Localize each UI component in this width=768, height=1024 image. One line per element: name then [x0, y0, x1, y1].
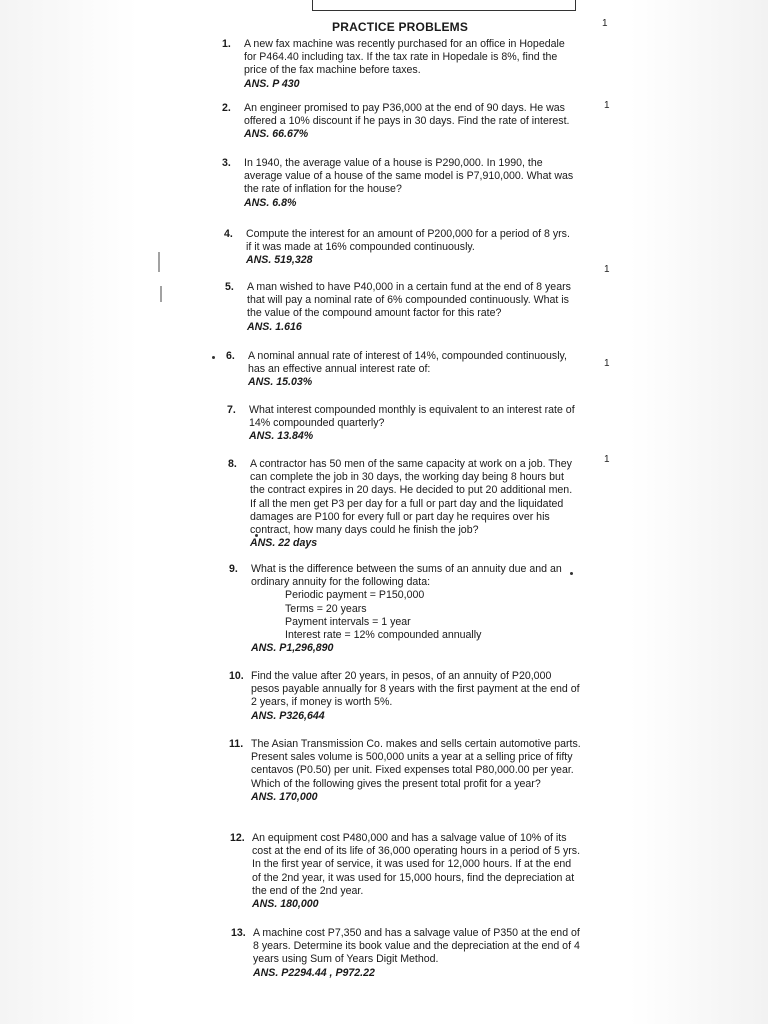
problem-question: An engineer promised to pay P36,000 at the end of 90 days. He was offered a 10% discount if he pays in 30 days. Find the rate of interest.	[244, 102, 570, 128]
data-line: Terms = 20 years	[285, 602, 367, 615]
problem-number: 8.	[228, 458, 237, 470]
problem-answer: ANS. 13.84%	[249, 430, 314, 443]
page-title: PRACTICE PROBLEMS	[332, 20, 469, 34]
problem-number: 4.	[224, 228, 233, 240]
problem-number: 6.	[226, 350, 235, 362]
problem-number: 9.	[229, 563, 238, 575]
problem-question: A new fax machine was recently purchased for an office in Hopedale for P464.40 including tax. If the tax rate in Hopedale is 8%, find the price of the fax machine before taxes.	[244, 38, 565, 77]
margin-mark: 1	[604, 358, 610, 369]
header-box-edge	[312, 0, 576, 11]
margin-mark: 1	[604, 100, 610, 111]
problem-question: What is the difference between the sums of an annuity due and an ordinary annuity for the following data:	[251, 563, 562, 589]
problem-question: An equipment cost P480,000 and has a salvage value of 10% of its cost at the end of its life of 36,000 operating hours in a period of 5 yrs. In the first year of service, it was used for 12,000 hours. If at the end of the 2nd year, it was used for 15,000 hours, find the depreciation at the end of the 2nd year.	[252, 832, 581, 897]
problem-number: 5.	[225, 281, 234, 293]
problem-answer: ANS. 15.03%	[248, 376, 313, 389]
scan-artifact-line	[158, 252, 160, 272]
problem-question: A man wished to have P40,000 in a certain fund at the end of 8 years that will pay a nominal rate of 6% compounded continuously. What is the value of the compound amount factor for this rate?	[247, 281, 571, 320]
problem-answer: ANS. 66.67%	[244, 128, 309, 141]
problem-answer: ANS. 170,000	[251, 790, 318, 803]
problem-answer: ANS. 180,000	[252, 898, 319, 911]
scan-artifact-dot	[212, 356, 215, 359]
problem-question: Find the value after 20 years, in pesos, of an annuity of P20,000 pesos payable annually for 8 years with the first payment at the end of 2 years, if money is worth 5%.	[251, 670, 580, 709]
problem-number: 1.	[222, 38, 231, 50]
margin-mark: 1	[604, 454, 610, 465]
margin-mark: 1	[604, 264, 610, 275]
data-line: Periodic payment = P150,000	[285, 589, 425, 602]
problem-question: What interest compounded monthly is equivalent to an interest rate of 14% compounded quarterly?	[249, 404, 575, 430]
problem-answer: ANS. P326,644	[251, 709, 325, 722]
problem-number: 11.	[229, 738, 244, 750]
problem-question: The Asian Transmission Co. makes and sells certain automotive parts. Present sales volume is 500,000 units a year at a selling price of fifty centavos (P0.50) per unit. Fixed expenses total P80,000.00 per year. Which of the following gives the present total profit for a year?	[251, 738, 581, 790]
problem-answer: ANS. 22 days	[250, 537, 318, 550]
problem-number: 13.	[231, 927, 246, 939]
problem-question: A machine cost P7,350 and has a salvage value of P350 at the end of 8 years. Determine its book value and the depreciation at the end of 4 years using Sum of Years Digit Method.	[253, 927, 580, 966]
problem-answer: ANS. P 430	[244, 77, 300, 90]
margin-mark: 1	[602, 18, 608, 29]
scan-artifact-line	[160, 286, 162, 302]
problem-question: A nominal annual rate of interest of 14%, compounded continuously, has an effective annual interest rate of:	[248, 350, 567, 376]
problem-number: 3.	[222, 157, 231, 169]
problem-answer: ANS. P1,296,890	[251, 642, 334, 655]
data-line: Payment intervals = 1 year	[285, 615, 411, 628]
problem-number: 7.	[227, 404, 236, 416]
problem-answer: ANS. 519,328	[246, 254, 313, 267]
problem-number: 12.	[230, 832, 245, 844]
problem-answer: ANS. 6.8%	[244, 196, 297, 209]
data-line: Interest rate = 12% compounded annually	[285, 629, 482, 642]
problem-answer: ANS. P2294.44 , P972.22	[253, 966, 375, 979]
problem-question: In 1940, the average value of a house is P290,000. In 1990, the average value of a house of the same model is P7,910,000. What was the rate of inflation for the house?	[244, 157, 574, 196]
problem-number: 10.	[229, 670, 244, 682]
problem-answer: ANS. 1.616	[247, 320, 302, 333]
problem-number: 2.	[222, 102, 231, 114]
problem-question: Compute the interest for an amount of P200,000 for a period of 8 yrs. if it was made at 16% compounded continuously.	[246, 228, 570, 254]
problem-question: A contractor has 50 men of the same capacity at work on a job. They can complete the job in 30 days, the working day being 8 hours but the contract expires in 20 days. He decided to put 20 additional men. If all the men get P3 per day for a full or part day and the liquidated damages are P100 for every full or part day he requires over his contract, how many days could he finish the job?	[250, 458, 573, 537]
